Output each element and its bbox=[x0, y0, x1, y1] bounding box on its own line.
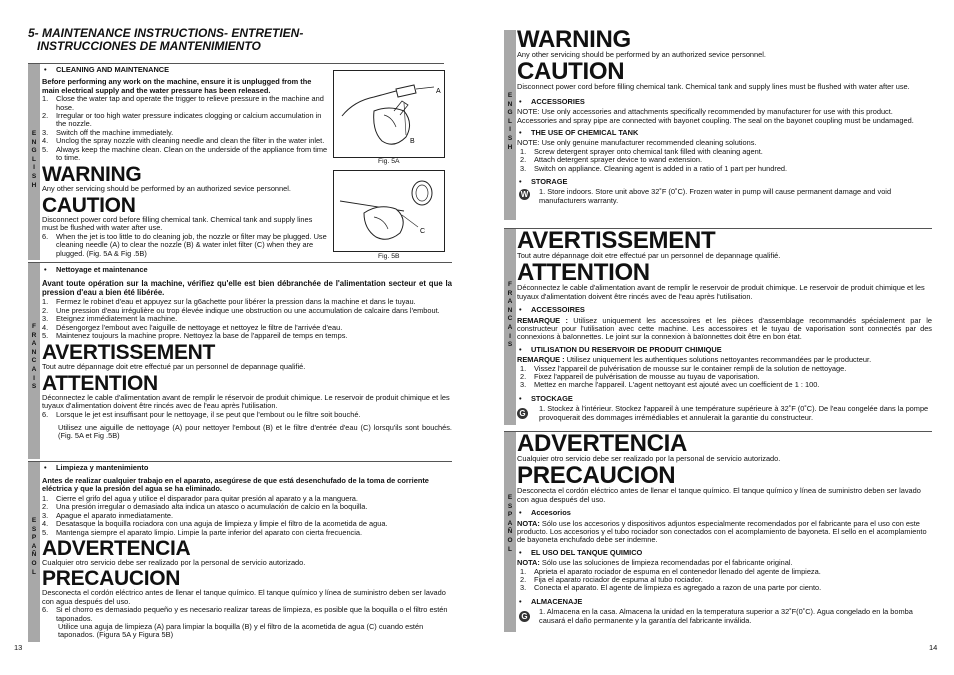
storage-item bbox=[517, 405, 932, 422]
section-heading: • Limpieza y mantenimiento bbox=[42, 464, 452, 472]
warning-text: Cualquier otro servicio debe ser realizado por la personal de servicio autorizado. bbox=[42, 558, 306, 568]
tab-letter: A bbox=[507, 323, 513, 331]
fig-5a-caption: Fig. 5A bbox=[378, 158, 400, 165]
accessories-heading: • Accesorios bbox=[517, 509, 932, 517]
caution-text: Desconecta el cordón eléctrico antes de llenar el tanque químico. El tanque químico y línea de suministro deben ser lavado con agua después del uso. bbox=[42, 588, 446, 606]
list-item: 5. Always keep the machine clean. Clean on the underside of the appliance from time to time. bbox=[42, 144, 328, 163]
list-item: 1. Fermez le robinet d'eau et appuyez sur la g6achette pour libérer la pression dans la machine et dans le tuyau. bbox=[42, 297, 416, 307]
storage-item bbox=[517, 188, 932, 205]
warning-heading: WARNING bbox=[517, 26, 631, 53]
tab-letter: E bbox=[507, 494, 513, 501]
intro-text: Avant toute opération sur la machine, vérifiez qu'elle est bien débranchée de l'alimentation secteur et que la pression d'eau a bien été libérée. bbox=[42, 279, 452, 298]
tab-francais bbox=[504, 229, 516, 425]
chemical-tank-heading: • EL USO DEL TANQUE QUIMICO bbox=[517, 549, 932, 557]
step-6 bbox=[42, 411, 452, 419]
chemical-note: NOTA: Sólo use las soluciones de limpieza recomendadas por el fabricante original. bbox=[517, 558, 793, 568]
list-item: 1. Screw detergent sprayer onto chemical tank filled with cleaning agent. bbox=[520, 146, 763, 156]
tab-letter: I bbox=[509, 332, 511, 340]
warning-text: Any other servicing should be performed by an authorized sevice personnel. bbox=[517, 50, 766, 59]
tab-letter: R bbox=[31, 331, 37, 339]
storage-heading: • STORAGE bbox=[517, 178, 932, 186]
spanish-section bbox=[517, 432, 932, 625]
tab-letter: I bbox=[33, 164, 35, 172]
tab-letter: G bbox=[507, 109, 513, 117]
caution-heading: ATTENTION bbox=[517, 259, 650, 287]
warning-text: Cualquier otro servicio debe ser realizado por la personal de servicio autorizado. bbox=[517, 454, 781, 463]
list-item: 5. Mantenga siempre el aparato limpio. Limpie la parte inferior del aparato con cierta frecuencia. bbox=[42, 527, 363, 537]
tab-letter: L bbox=[508, 545, 512, 553]
step-6-detail: Utilisez une aiguille de nettoyage (A) pour nettoyer l'embout (B) et le filtre d'entrée d'eau (C) lorsqu'ils sont bouchés. (Fig. 5A et Fig .5B) bbox=[58, 423, 452, 441]
nozzle-illustration bbox=[334, 71, 444, 157]
storage-text: 1. Almacena en la casa. Almacena la unidad en la temperatura superior a 32˚F(0˚C). Agua congelado en la bomba causará el daño permanente y la garantía del fabricante inválida. bbox=[539, 607, 913, 625]
tab-letter: F bbox=[508, 281, 512, 288]
list-item: 2. Une pression d'eau irrégulière ou trop élevée indique une obstruction ou une accumulation de calcaire dans l'embout. bbox=[42, 305, 440, 315]
tab-letter: N bbox=[31, 138, 37, 146]
tab-letter: G bbox=[31, 147, 37, 155]
list-item: 3. Conecta el aparato. El agente de limpieza es agregado a razon de una parte por ciento. bbox=[520, 583, 822, 593]
caution-heading: CAUTION bbox=[517, 58, 625, 86]
list-item: 1. Cierre el grifo del agua y utilice el disparador para quitar presión al aparato y a la manguera. bbox=[42, 494, 358, 503]
tab-letter: N bbox=[507, 306, 513, 314]
page-number: 13 bbox=[14, 643, 23, 652]
caution-text: Desconecta el cordón eléctrico antes de llenar el tanque químico. El tanque químico y línea de suministro deben ser lavado con agua después del uso. bbox=[517, 486, 921, 504]
warning-heading: AVERTISSEMENT bbox=[517, 227, 716, 254]
warning-heading: WARNING bbox=[42, 163, 142, 187]
section-heading: • CLEANING AND MAINTENANCE bbox=[42, 66, 330, 74]
tab-letter: E bbox=[31, 130, 37, 137]
tab-francais bbox=[28, 263, 40, 459]
divider bbox=[28, 262, 452, 263]
tab-espanol bbox=[504, 432, 516, 632]
warning-heading: ADVERTENCIA bbox=[42, 537, 191, 561]
divider bbox=[28, 461, 452, 462]
callout-a: A bbox=[436, 88, 441, 95]
tab-letter: I bbox=[509, 126, 511, 134]
warning-heading: ADVERTENCIA bbox=[517, 430, 688, 457]
caution-text: Déconnectez le cable d'alimentation avant de remplir le reservoir de produit chimique. Le reservoir de produit chimique et les tuyaux d'alimentation doivent être rincés avec de l'eau après l'utilisation. bbox=[517, 283, 925, 301]
callout-b: B bbox=[410, 138, 415, 145]
list-item: 3. Switch on appliance. Cleaning agent is added in a ratio of 1 part per hundred. bbox=[520, 163, 788, 173]
list-item: 1. Close the water tap and operate the trigger to relieve pressure in the machine and hose. bbox=[42, 94, 324, 112]
tab-letter: A bbox=[31, 365, 37, 373]
caution-text: Disconnect power cord before filling chemical tank. Chemical tank and supply lines must be flushed with water after use. bbox=[42, 214, 313, 233]
step-6-detail: Utilice una aguja de limpieza (A) para limpiar la boquilla (B) y el filtro de la acometida de agua (C) cuando estén taponados. (Figura 5A y Figura 5B) bbox=[58, 622, 424, 640]
chemical-note: NOTE: Use only genuine manufacturer recommended cleaning solutions. bbox=[517, 138, 757, 148]
tab-letter: A bbox=[31, 542, 37, 550]
tab-letter: A bbox=[507, 298, 513, 306]
tab-letter: H bbox=[507, 143, 513, 151]
list-item: 2. Fija el aparato rociador de espuma al tubo rociador. bbox=[520, 575, 703, 585]
list-item: 3. Mettez en marche l'appareil. L'agent nettoyant est ajouté avec un coefficient de 1 : 100. bbox=[520, 380, 820, 390]
chem-steps-list bbox=[517, 568, 932, 593]
tab-letter: N bbox=[31, 348, 37, 356]
tab-letter: O bbox=[31, 559, 37, 567]
accessories-text: REMARQUE : Utilisez uniquement les accessoires et les pièces d'assemblage recommandés spécialement par le constructeur pour l'utilisation avec cette machine. Les accessoires et le tuyau de vaporisation sont connectés par des connexions à baïonnettes. Le joint sur la connexion à baïonnettes doit être en bon état. bbox=[517, 315, 932, 342]
tab-letter: C bbox=[507, 315, 513, 323]
tab-espanol bbox=[28, 462, 40, 642]
filter-illustration bbox=[334, 171, 444, 251]
tab-letter: O bbox=[507, 536, 513, 544]
chemical-tank-heading: • THE USE OF CHEMICAL TANK bbox=[517, 129, 932, 137]
storage-item bbox=[517, 608, 932, 625]
list-item: 4. Désengorgez l'embout avec l'aiguille de nettoyage et nettoyez le filtre de l'arrivée d'eau. bbox=[42, 322, 343, 332]
step-6 bbox=[42, 233, 330, 258]
tab-letter: S bbox=[31, 383, 37, 391]
list-item: 4. Unclog the spray nozzle with cleaning needle and clean the filter in the water inlet. bbox=[42, 136, 325, 146]
tab-english bbox=[504, 30, 516, 220]
tab-letter: S bbox=[31, 172, 37, 180]
list-item: 3. Eteignez immédiatement la machine. bbox=[42, 314, 178, 324]
english-section bbox=[42, 66, 330, 258]
list-item: 6. Si el chorro es demasiado pequeño y es necesario realizar tareas de limpieza, es posible que la boquilla o el filtro estén taponados. bbox=[42, 605, 448, 623]
list-item: 5. Maintenez toujours la machine propre. Nettoyez la base de l'appareil de temps en temps. bbox=[42, 331, 348, 341]
caution-text: Déconnectez le cable d'alimentation avant de remplir le réservoir de produit chimique. Le reservoir de produit chimique et les tuyaux d'alimentation doivent être rincés avec de l'eau après l'utilisation. bbox=[42, 392, 450, 411]
list-item: 2. Fixez l'appareil de pulvérisation de mousse au tuyau de vaporisation. bbox=[520, 372, 760, 382]
storage-text: 1. Store indoors. Store unit above 32˚F (0˚C). Frozen water in pump will cause permanent damage and void manufacturers warranty. bbox=[539, 187, 892, 205]
list-item: 2. Attach detergent sprayer device to wand extension. bbox=[520, 155, 703, 165]
chemical-note: REMARQUE : Utilisez uniquement les authentiques solutions nettoyantes recommandées par le producteur. bbox=[517, 355, 872, 365]
divider bbox=[28, 63, 444, 64]
section-title: 5- MAINTENANCE INSTRUCTIONS- ENTRETIEN- INSTRUCCIONES DE MANTENIMIENTO bbox=[28, 26, 304, 53]
warning-text: Any other servicing should be performed by an authorized sevice personnel. bbox=[42, 184, 291, 194]
caution-heading: PRECAUCION bbox=[517, 462, 676, 490]
steps-list bbox=[42, 95, 330, 162]
fig-5b-caption: Fig. 5B bbox=[378, 253, 400, 260]
g-badge-icon: G bbox=[519, 611, 530, 622]
tab-letter: H bbox=[31, 181, 37, 189]
list-item: 1. Vissez l'appareil de pulvérisation de mousse sur le container rempli de la solution de nettoyage. bbox=[520, 363, 847, 373]
tab-letter: Ñ bbox=[31, 551, 37, 559]
warning-text: Tout autre dépannage doit etre effectué par un personnel de depannage qualifié. bbox=[42, 362, 306, 372]
french-section bbox=[42, 266, 452, 441]
tab-letter: E bbox=[507, 92, 513, 99]
tab-letter: R bbox=[507, 289, 513, 297]
accessories-text: NOTE: Use only accessories and attachments specifically recommended by manufacturer for use with this product. Accessories and spray pipe are connected with bayonet coupling. The seal on the bayonet coupling must be undamaged. bbox=[517, 107, 914, 125]
figure-5b bbox=[333, 170, 445, 252]
steps-list bbox=[42, 495, 452, 537]
intro-text: Antes de realizar cualquier trabajo en el aparato, asegúrese de que está desenchufado de la toma de corriente eléctrica y que la presión del agua se ha eliminado. bbox=[42, 476, 429, 494]
storage-heading: • ALMACENAJE bbox=[517, 598, 932, 606]
list-item: 4. Desatasque la boquilla rociadora con una aguja de limpieza y limpie el filtro de la acometida de agua. bbox=[42, 519, 388, 529]
french-section bbox=[517, 229, 932, 422]
tab-letter: S bbox=[507, 134, 513, 142]
caution-heading: ATTENTION bbox=[42, 371, 158, 395]
accessories-heading: • ACCESSORIES bbox=[517, 98, 932, 106]
caution-heading: CAUTION bbox=[42, 193, 136, 217]
english-section bbox=[517, 28, 932, 205]
page-number: 14 bbox=[929, 643, 938, 652]
list-item: 3. Switch off the machine immediately. bbox=[42, 127, 174, 137]
accessories-heading: • ACCESSOIRES bbox=[517, 306, 932, 314]
warning-text: Tout autre dépannage doit etre effectué par un personnel de depannage qualifié. bbox=[517, 251, 781, 260]
section-heading: • Nettoyage et maintenance bbox=[42, 266, 452, 274]
tab-letter: N bbox=[507, 100, 513, 108]
list-item: 3. Apague el aparato inmediatamente. bbox=[42, 510, 174, 520]
storage-heading: • STOCKAGE bbox=[517, 395, 932, 403]
figure-5a bbox=[333, 70, 445, 158]
chem-steps-list bbox=[517, 365, 932, 390]
warning-heading: AVERTISSEMENT bbox=[42, 341, 216, 365]
tab-letter: L bbox=[32, 155, 36, 163]
list-item: 6. Lorsque le jet est insuffisant pour le nettoyage, il se peut que l'embout ou le filtre soit bouché. bbox=[42, 409, 361, 419]
tab-letter: S bbox=[507, 341, 513, 349]
callout-c: C bbox=[420, 228, 426, 235]
caution-text: Disconnect power cord before filling chemical tank. Chemical tank and supply lines must be flushed with water after use. bbox=[517, 82, 910, 92]
tab-english bbox=[28, 64, 40, 260]
tab-letter: P bbox=[507, 511, 513, 519]
tab-letter: L bbox=[508, 117, 512, 125]
step-6 bbox=[42, 606, 452, 623]
storage-text: 1. Stockez à l'intérieur. Stockez l'appareil à une température supérieure à 32˚F (0˚C). De l'eau congelée dans la pompe provoquerait des dommages irrémédiables et annulerait la garantie du constructeur. bbox=[539, 404, 929, 422]
accessories-text: NOTA: Sólo use los accesorios y dispositivos adjuntos especialmente recomendados por el fabricante para el uso con este producto. Los accesorios y el tubo rociador son conectados con el acomplamiento de bayoneta. El sello en el acomplamiento de bayoneta enchufado debe ser indemne. bbox=[517, 518, 927, 545]
chem-steps-list bbox=[517, 148, 932, 173]
tab-letter: F bbox=[32, 323, 36, 330]
list-item: 1. Aprieta el aparato rociador de espuma en el contenedor llenado del agente de limpieza. bbox=[520, 566, 821, 576]
list-item: 2. Irregular or too high water pressure indicates clogging or calcium accumulation in the nozzle. bbox=[42, 111, 322, 129]
steps-list bbox=[42, 298, 452, 340]
list-item: 2. Una presión irregular o demasiado alta indica un atasco o acumulación de calcio en la boquilla. bbox=[42, 502, 368, 512]
tab-letter: Ñ bbox=[507, 528, 513, 536]
tab-letter: A bbox=[31, 340, 37, 348]
tab-letter: L bbox=[32, 568, 36, 576]
tab-letter: E bbox=[31, 517, 37, 524]
g-badge-icon: G bbox=[517, 408, 528, 419]
w-badge-icon: W bbox=[520, 190, 529, 200]
caution-heading: PRECAUCION bbox=[42, 567, 181, 591]
tab-letter: I bbox=[33, 374, 35, 382]
tab-letter: P bbox=[31, 534, 37, 542]
list-item: 6. When the jet is too little to do cleaning job, the nozzle or filter may be plugged. Use cleaning needle (A) to clear the nozzle (B) & water inlet filter (C) when they are plugged. (Fig. 5A & Fig .5B) bbox=[42, 231, 327, 258]
tab-letter: A bbox=[507, 519, 513, 527]
chemical-tank-heading: • UTILISATION DU RESERVOIR DE PRODUIT CHIMIQUE bbox=[517, 346, 932, 354]
tab-letter: S bbox=[507, 502, 513, 510]
tab-letter: S bbox=[31, 525, 37, 533]
tab-letter: C bbox=[31, 357, 37, 365]
spanish-section bbox=[42, 464, 452, 640]
intro-text: Before performing any work on the machine, ensure it is unplugged from the main electrical supply and the water pressure has been released. bbox=[42, 77, 312, 95]
right-page bbox=[477, 0, 954, 675]
